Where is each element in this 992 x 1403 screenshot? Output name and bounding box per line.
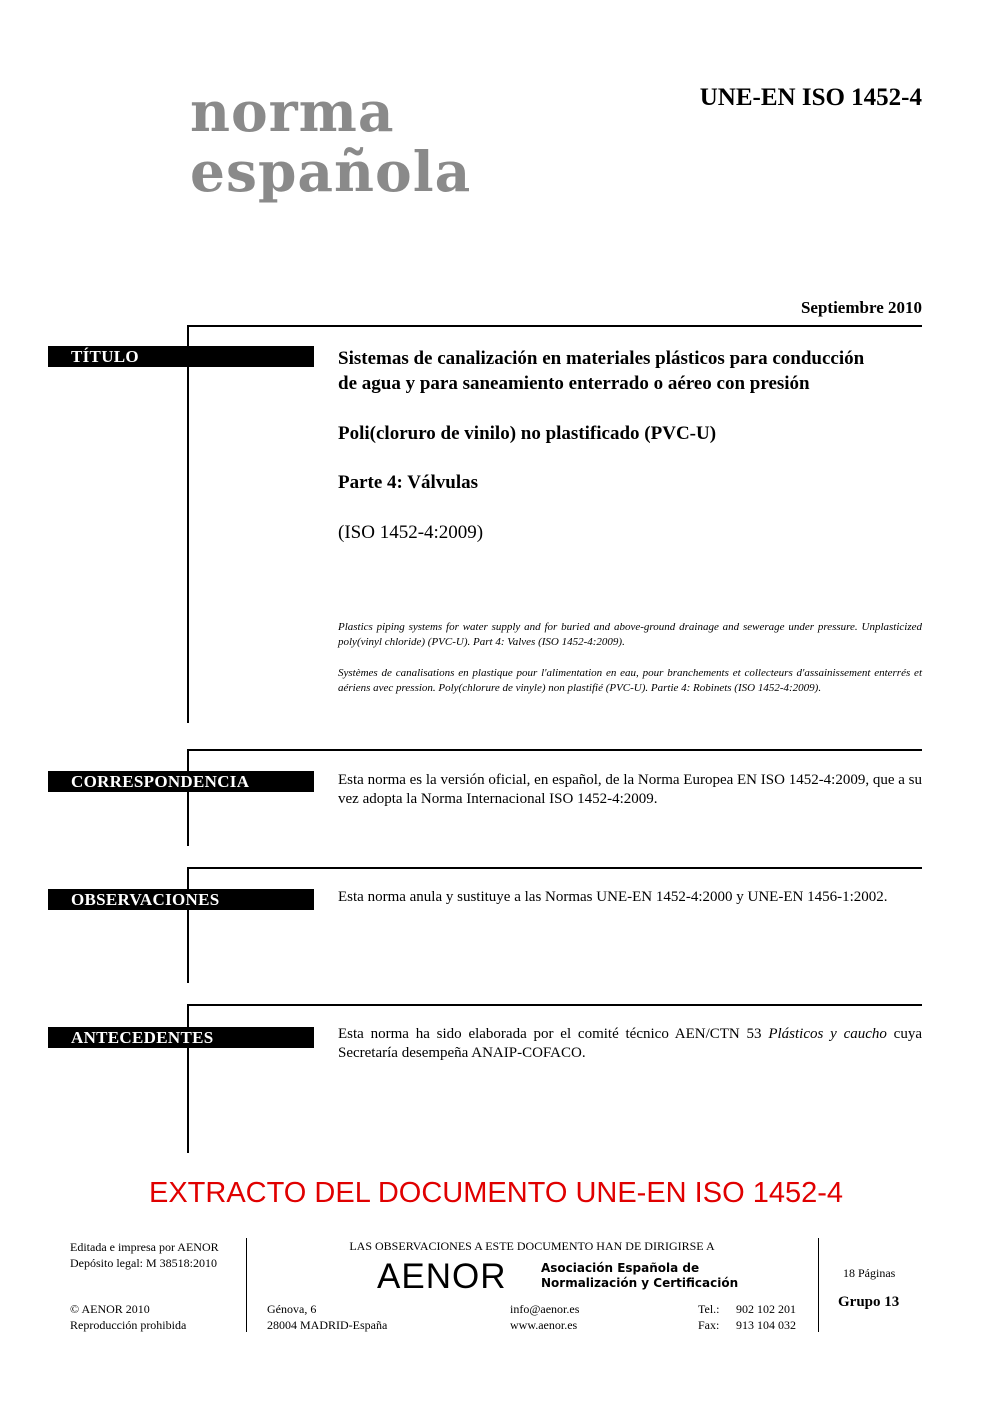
section-label-observaciones: OBSERVACIONES xyxy=(48,889,314,910)
antecedentes-text-end: cuya Secretaría desempeña ANAIP-COFACO. xyxy=(338,1026,922,1061)
fax-label: Fax: xyxy=(698,1318,720,1332)
section-rule-observaciones xyxy=(187,867,189,983)
aenor-logo: AENOR xyxy=(377,1257,507,1296)
iso-reference: (ISO 1452-4:2009) xyxy=(338,522,484,543)
standard-code: UNE-EN ISO 1452-4 xyxy=(699,84,922,111)
section-label-antecedentes: ANTECEDENTES xyxy=(48,1027,314,1048)
french-title: Systèmes de canalisations en plastique pour l'alimentation en eau, pour branchements et collecteurs d'assainissement enterrés et aériens avec pression. Poly(chlorure de vinyle) non plastifié (PVC-U). Partie 4: Robinets (ISO 1452-4:2009). xyxy=(338,667,922,694)
email-link[interactable]: info@aenor.es xyxy=(510,1302,580,1316)
title-line-2: de agua y para saneamiento enterrado o aéreo con presión xyxy=(338,373,810,394)
antecedentes-text xyxy=(338,1025,922,1063)
brand-line-1: norma xyxy=(190,79,395,144)
subtitle: Poli(cloruro de vinilo) no plastificado (PVC-U) xyxy=(338,423,717,444)
section-rule-correspondencia xyxy=(187,749,189,846)
reproduction-notice: Reproducción prohibida xyxy=(70,1318,187,1332)
aenor-contact-online xyxy=(510,1301,579,1333)
fax-number: 913 104 032 xyxy=(736,1318,796,1332)
association-line-1: Asociación Española de xyxy=(541,1261,700,1275)
section-rule-titulo xyxy=(187,325,189,723)
aenor-address xyxy=(267,1301,387,1333)
brand-line-2: española xyxy=(190,139,472,204)
aenor-contact-phone xyxy=(698,1301,796,1333)
address-city: 28004 MADRID-España xyxy=(267,1318,388,1332)
section-divider-observaciones xyxy=(187,867,922,869)
committee-name: Plásticos y caucho xyxy=(768,1026,887,1042)
section-label-correspondencia: CORRESPONDENCIA xyxy=(48,771,314,792)
section-divider-correspondencia xyxy=(187,749,922,751)
footer-copyright xyxy=(70,1301,186,1333)
publication-date: Septiembre 2010 xyxy=(800,298,922,317)
correspondencia-text: Esta norma es la versión oficial, en español, de la Norma Europea EN ISO 1452-4:2009, que a su vez adopta la Norma Internacional ISO 1452-4:2009. xyxy=(338,772,923,807)
page-count: 18 Páginas xyxy=(843,1266,896,1280)
website-link[interactable]: www.aenor.es xyxy=(510,1318,578,1332)
tel-number: 902 102 201 xyxy=(736,1302,796,1316)
section-divider-antecedentes xyxy=(187,1004,922,1006)
footer-divider-right xyxy=(818,1238,819,1332)
english-title: Plastics piping systems for water supply and for buried and above-ground drainage and sewerage under pressure. Unplasticized poly(vinyl chloride) (PVC-U). Part 4: Valves (ISO 1452-4:2009). xyxy=(338,621,922,648)
edited-by: Editada e impresa por AENOR xyxy=(70,1240,219,1254)
part-title: Parte 4: Válvulas xyxy=(338,472,479,493)
footer-edition xyxy=(70,1239,219,1271)
copyright: © AENOR 2010 xyxy=(70,1302,150,1316)
section-divider-titulo xyxy=(187,325,922,327)
association-line-2: Normalización y Certificación xyxy=(541,1276,739,1290)
section-label-titulo: TÍTULO xyxy=(48,346,314,367)
brand-title xyxy=(190,79,472,204)
aenor-association xyxy=(541,1261,738,1291)
legal-deposit: Depósito legal: M 38518:2010 xyxy=(70,1256,217,1270)
antecedentes-text-start: Esta norma ha sido elaborada por el comité técnico AEN/CTN 53 xyxy=(338,1026,769,1042)
observaciones-text: Esta norma anula y sustituye a las Normas UNE-EN 1452-4:2000 y UNE-EN 1456-1:2002. xyxy=(338,889,888,905)
observations-notice: LAS OBSERVACIONES A ESTE DOCUMENTO HAN DE DIRIGIRSE A xyxy=(349,1239,715,1253)
tel-label: Tel.: xyxy=(698,1302,720,1316)
spanish-title xyxy=(338,346,922,396)
address-street: Génova, 6 xyxy=(267,1302,317,1316)
extract-notice: EXTRACTO DEL DOCUMENTO UNE-EN ISO 1452-4 xyxy=(148,1177,843,1209)
title-line-1: Sistemas de canalización en materiales plásticos para conducción xyxy=(338,348,865,369)
price-group: Grupo 13 xyxy=(838,1294,900,1310)
